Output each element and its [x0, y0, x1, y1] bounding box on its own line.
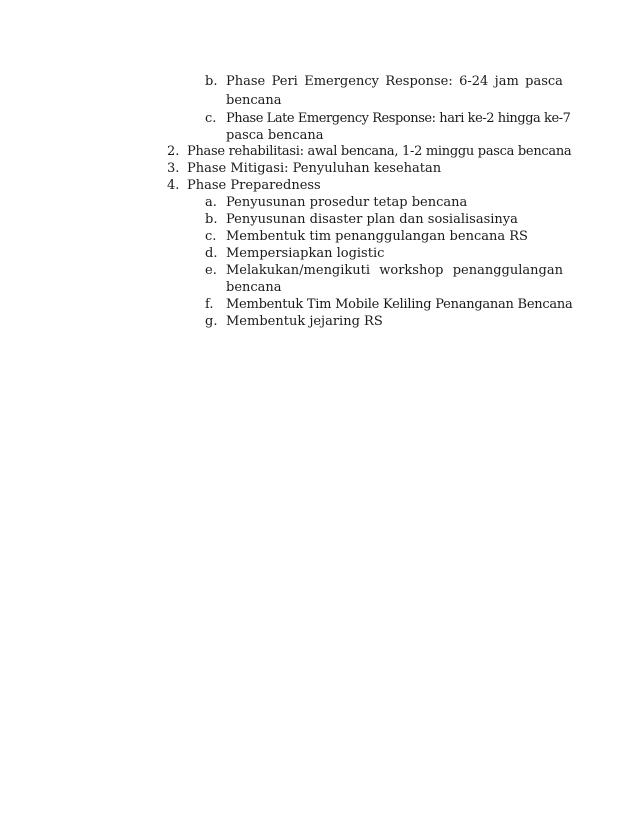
list-item — [205, 313, 383, 330]
word: Melakukan/mengikuti — [226, 263, 371, 278]
list-item-text: pasca bencana — [226, 128, 324, 143]
list-marker: b. — [205, 74, 218, 89]
list-item-text: Mempersiapkan logistic — [226, 246, 385, 261]
word: Emergency — [304, 74, 379, 89]
list-marker: b. — [205, 212, 218, 227]
list-marker: f. — [205, 297, 214, 312]
word: pasca — [525, 74, 563, 89]
list-item — [205, 73, 227, 90]
list-marker: 2. — [167, 144, 180, 159]
list-item-continuation — [226, 92, 282, 109]
list-item — [205, 262, 226, 279]
list-item-text: Penyusunan prosedur tetap bencana — [226, 195, 468, 210]
word: Peri — [271, 74, 298, 89]
list-item — [205, 228, 528, 245]
word: penanggulangan — [452, 263, 563, 278]
list-item-text: Phase rehabilitasi: awal bencana, 1-2 minggu pasca bencana — [187, 144, 572, 159]
list-marker: c. — [205, 111, 217, 126]
list-item-text: Phase Late Emergency Response: hari ke-2 hingga ke-7 — [226, 111, 571, 126]
list-item-continuation — [226, 279, 282, 296]
list-marker: d. — [205, 246, 218, 261]
list-item — [167, 160, 441, 177]
list-item — [205, 245, 384, 262]
list-item — [205, 110, 570, 127]
list-item-text: Membentuk Tim Mobile Keliling Penanganan Bencana — [226, 297, 573, 312]
word: Phase — [226, 74, 266, 89]
list-item-text: Membentuk jejaring RS — [226, 314, 383, 329]
list-item-text — [226, 73, 563, 90]
list-item — [167, 143, 571, 160]
word: 6-24 — [459, 74, 489, 89]
list-item-text: Penyusunan disaster plan dan sosialisasinya — [226, 212, 518, 227]
list-item-continuation — [226, 127, 323, 144]
list-marker: 3. — [167, 161, 180, 176]
word: jam — [494, 74, 519, 89]
list-item — [205, 211, 518, 228]
list-item-text: bencana — [226, 280, 282, 295]
list-item — [167, 177, 321, 194]
list-item — [205, 194, 467, 211]
list-item-text: bencana — [226, 93, 282, 108]
list-marker: a. — [205, 195, 217, 210]
list-item-text: Phase Mitigasi: Penyuluhan kesehatan — [187, 161, 442, 176]
list-item-text: Phase Preparedness — [187, 178, 321, 193]
list-marker: c. — [205, 229, 217, 244]
list-item-text — [226, 262, 563, 279]
word: workshop — [379, 263, 444, 278]
list-item-text: Membentuk tim penanggulangan bencana RS — [226, 229, 528, 244]
list-item — [205, 296, 573, 313]
word: Response: — [385, 74, 453, 89]
list-marker: e. — [205, 263, 217, 278]
list-marker: 4. — [167, 178, 180, 193]
list-marker: g. — [205, 314, 218, 329]
